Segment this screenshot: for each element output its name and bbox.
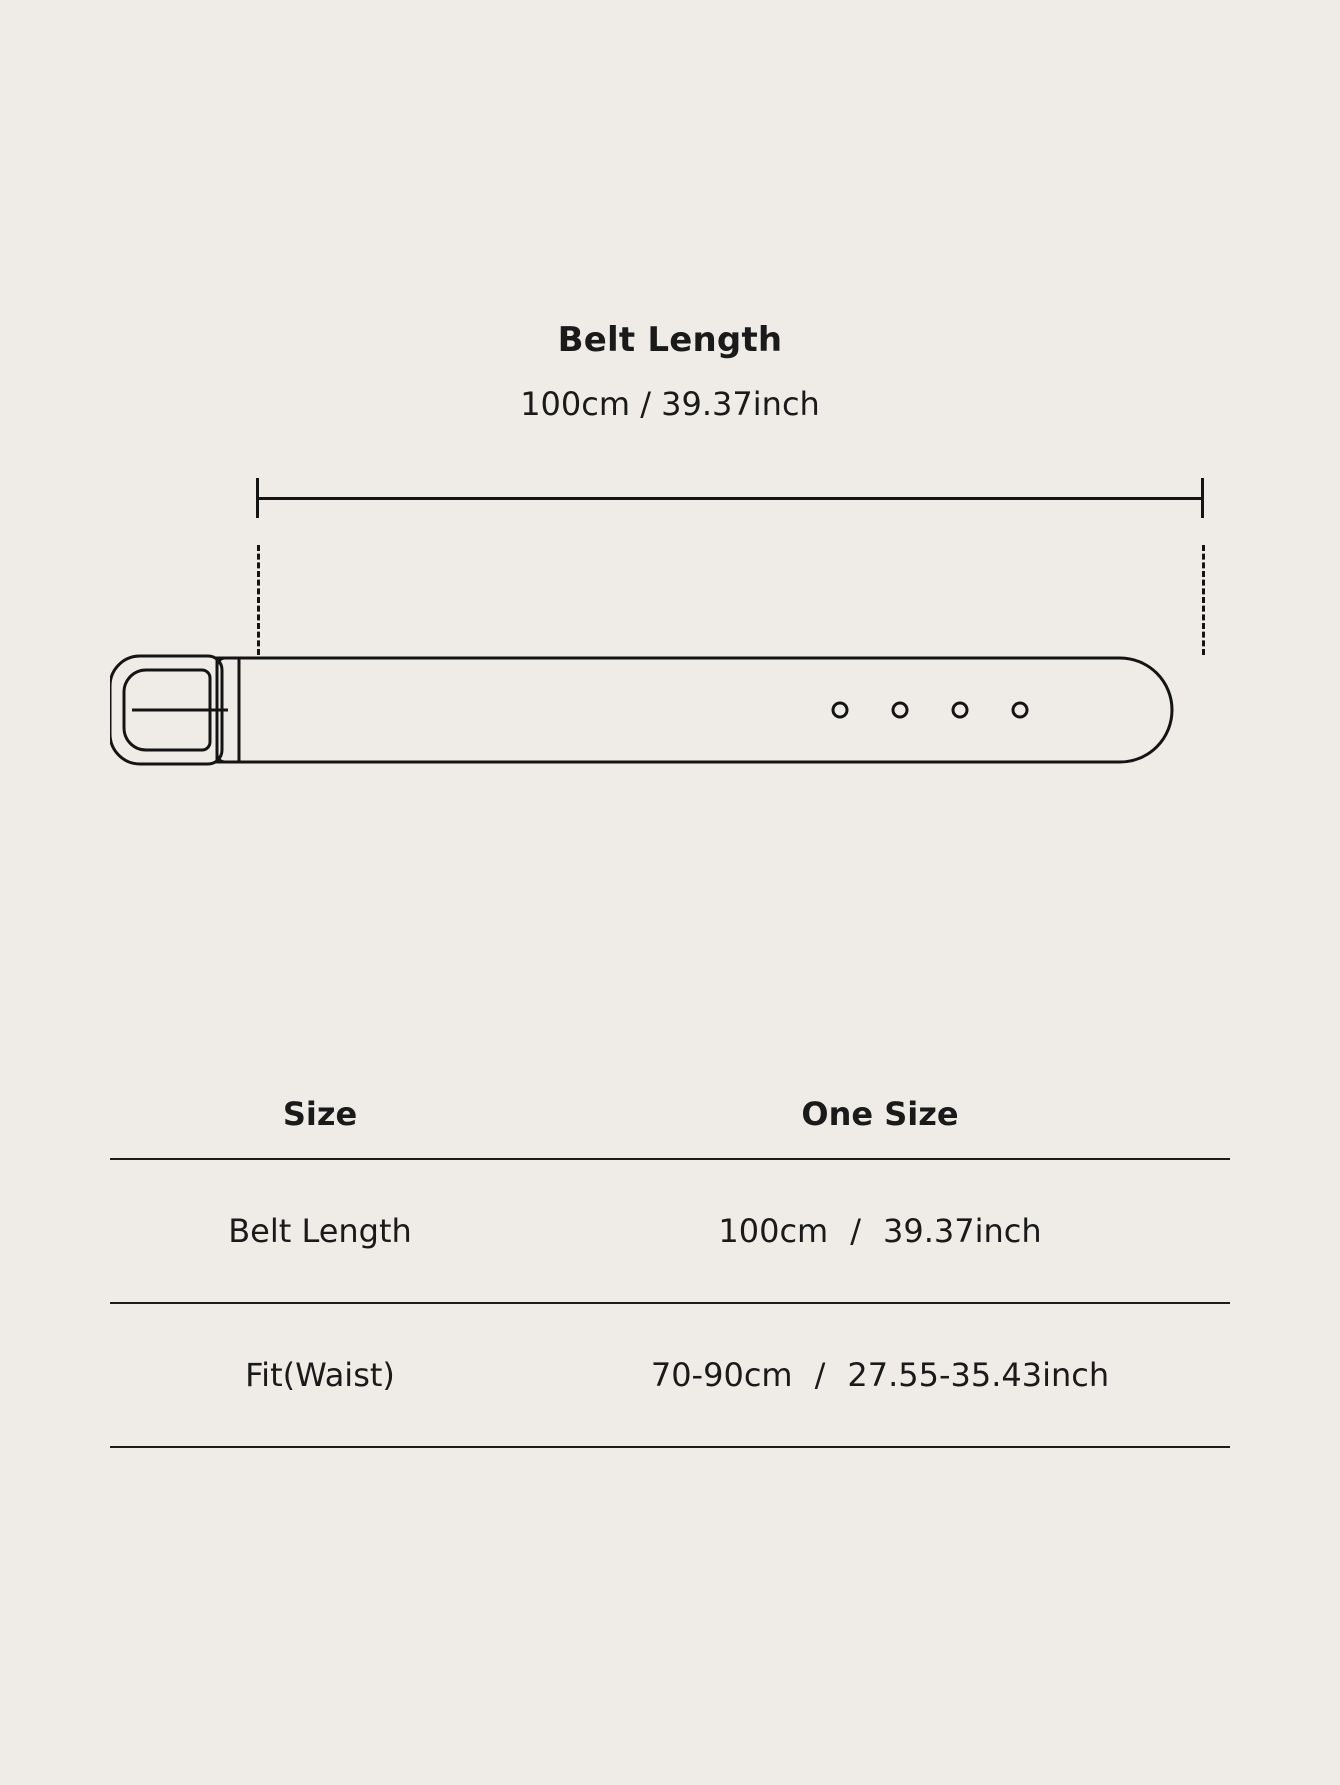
- row-value-belt-length: [530, 1212, 1230, 1250]
- belt-illustration: [110, 650, 1220, 780]
- diagram-subtitle: 100cm / 39.37inch: [520, 385, 820, 423]
- table-header-value: One Size: [801, 1095, 959, 1133]
- row-value-separator: /: [850, 1212, 861, 1250]
- row-value-separator: /: [814, 1356, 826, 1394]
- belt-holes-icon: [833, 703, 1027, 717]
- row-label-fit-waist: Fit(Waist): [245, 1356, 395, 1394]
- belt-strap-icon: [217, 658, 1172, 762]
- table-row: [110, 1304, 1230, 1446]
- size-table: [110, 1070, 1230, 1448]
- measurement-cap-right: [1201, 478, 1204, 518]
- row-value-fit-waist: [530, 1356, 1230, 1394]
- measurement-cap-left: [256, 478, 259, 518]
- measurement-line: [256, 497, 1204, 500]
- row-label-belt-length: Belt Length: [228, 1212, 412, 1250]
- table-row: [110, 1160, 1230, 1302]
- table-header-row: [110, 1070, 1230, 1158]
- row-value-imperial: 39.37inch: [882, 1212, 1042, 1250]
- measurement-bar: [256, 478, 1204, 518]
- row-value-metric: 70-90cm: [650, 1356, 793, 1394]
- diagram-title: Belt Length: [557, 320, 783, 360]
- row-value-metric: 100cm: [718, 1212, 829, 1250]
- belt-buckle-icon: [110, 656, 228, 764]
- guide-line-right: [1202, 545, 1205, 655]
- table-divider: [110, 1446, 1230, 1448]
- table-header-label: Size: [282, 1095, 358, 1133]
- row-value-imperial: 27.55-35.43inch: [847, 1356, 1110, 1394]
- guide-line-left: [257, 545, 260, 655]
